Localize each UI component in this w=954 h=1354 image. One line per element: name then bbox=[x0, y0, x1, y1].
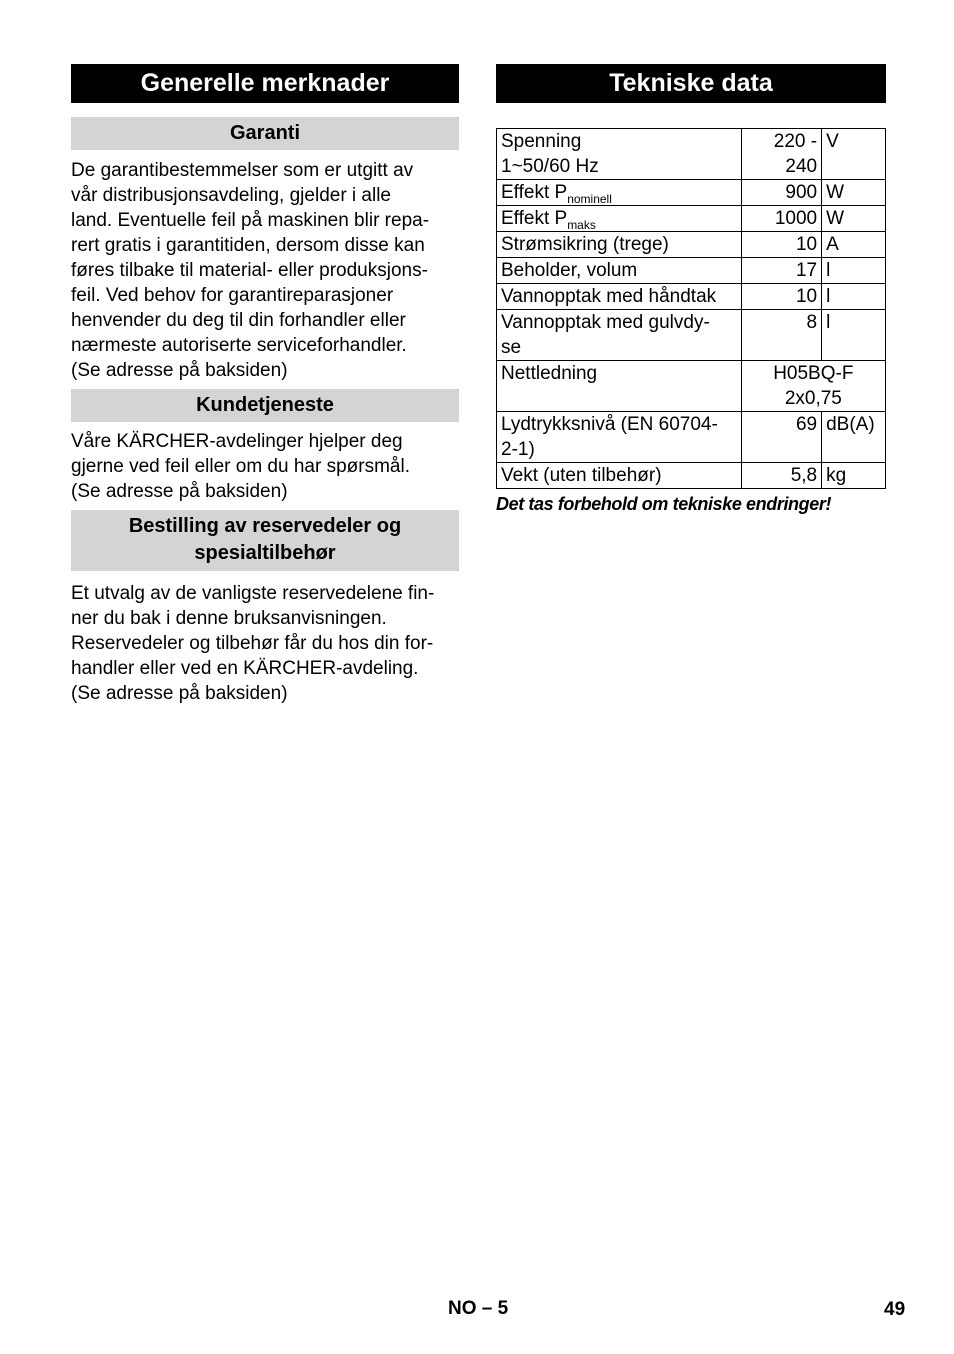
table-row: Spenning 1~50/60 Hz 220 - 240 V bbox=[497, 129, 886, 180]
technical-changes-note: Det tas forbehold om tekniske endringer! bbox=[496, 494, 832, 514]
technical-data-table bbox=[496, 128, 886, 489]
table-row: Vannopptak med håndtak 10 l bbox=[497, 284, 886, 310]
spare-parts-heading: Bestilling av reservedeler og spesialtilbehør bbox=[71, 510, 459, 571]
customer-service-heading: Kundetjeneste bbox=[71, 389, 459, 422]
technical-data-heading: Tekniske data bbox=[496, 64, 886, 103]
table-row: Vannopptak med gulvdy- se 8 l bbox=[497, 310, 886, 361]
table-row: Strømsikring (trege) 10 A bbox=[497, 232, 886, 258]
left-column bbox=[71, 64, 459, 706]
page-number: 49 bbox=[884, 1299, 906, 1320]
table-row: Effekt $P_{nominell}$ 900 W bbox=[497, 180, 886, 206]
table-row: Nettledning H05BQ-F 2x0,75 bbox=[497, 361, 886, 412]
section-number: NO – 5 bbox=[448, 1298, 509, 1319]
warranty-heading: Garanti bbox=[71, 117, 459, 150]
spare-parts-text: Et utvalg av de vanligste reservedelene fin- ner du bak i denne bruksanvisningen. Reservedeler og tilbehør får du hos din for- handler eller ved en KÄRCHER-avdeling. (Se adresse på baksiden) bbox=[71, 583, 435, 704]
warranty-text: De garantibestemmelser som er utgitt av vår distribusjonsavdeling, gjelder i alle land. Eventuelle feil på maskinen blir repa- rert gratis i garantitiden, dersom disse kan føres tilbake til material- eller produksjons- feil. Ved behov for garantireparasjoner henvender du deg til din forhandler eller nærmeste autoriserte serviceforhandler. (Se adresse på baksiden) bbox=[71, 160, 430, 381]
customer-service-text: Våre KÄRCHER-avdelinger hjelper deg gjerne ved feil eller om du har spørsmål. (Se adresse på baksiden) bbox=[71, 431, 410, 502]
table-row: Beholder, volum 17 l bbox=[497, 258, 886, 284]
table-row: Effekt $P_{maks}$ 1000 W bbox=[497, 206, 886, 232]
general-notes-heading: Generelle merknader bbox=[71, 64, 459, 103]
table-row: Lydtrykksnivå (EN 60704- 2-1) 69 dB(A) bbox=[497, 412, 886, 463]
table-row: Vekt (uten tilbehør) 5,8 kg bbox=[497, 463, 886, 489]
right-column bbox=[496, 64, 886, 515]
